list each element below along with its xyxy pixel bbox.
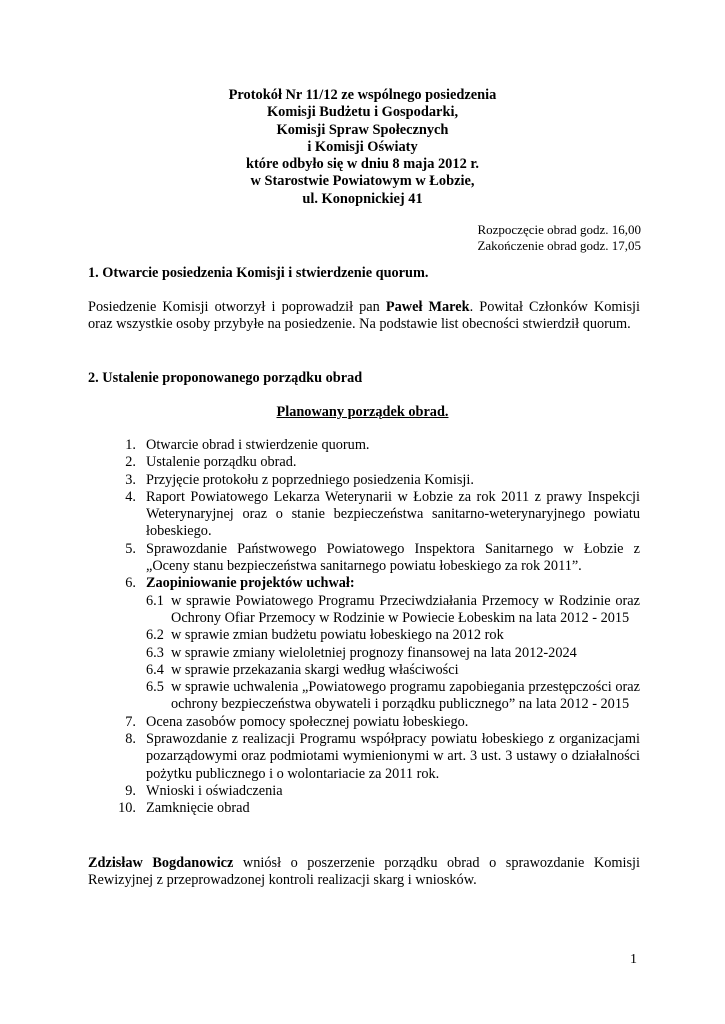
section-1-heading: 1. Otwarcie posiedzenia Komisji i stwierdzenie quorum. [88, 265, 429, 281]
meeting-times [477, 222, 641, 254]
sub-item-number: 6.1 [146, 592, 164, 609]
person-name: Paweł Marek [385, 299, 470, 315]
agenda-list [88, 437, 640, 818]
list-item [88, 454, 640, 471]
list-item [88, 731, 640, 783]
section-1-paragraph [88, 299, 640, 334]
item-number: 5. [125, 540, 136, 557]
list-item [88, 714, 640, 731]
sub-item-text: w sprawie zmian budżetu powiatu łobeskiego na 2012 rok [171, 627, 504, 644]
item-text: Raport Powiatowego Lekarza Weterynarii w Łobzie za rok 2011 z prawy Inspekcji Weterynaryjnej oraz o stanie bezpieczeństwa sanitarno-weterynaryjnego powiatu łobeskiego. [146, 488, 640, 540]
sub-list-item [146, 627, 640, 644]
document-title [0, 87, 725, 208]
list-item [88, 575, 640, 592]
item-number: 6. [125, 575, 136, 592]
title-line: i Komisji Oświaty [307, 138, 418, 155]
page-number: 1 [630, 952, 637, 967]
title-line: które odbyło się w dniu 8 maja 2012 r. [245, 156, 480, 173]
item-text: Zamknięcie obrad [146, 800, 250, 817]
sub-item-text: w sprawie Powiatowego Programu Przeciwdziałania Przemocy w Rodzinie oraz Ochrony Ofiar Przemocy w Rodzinie w Powiecie Łobeskim na lata 2012 - 2015 [171, 592, 640, 626]
section-2-heading: 2. Ustalenie proponowanego porządku obrad [88, 370, 363, 386]
title-line: Komisji Spraw Społecznych [276, 121, 449, 138]
sub-item-number: 6.3 [146, 644, 164, 661]
title-line: w Starostwie Powiatowym w Łobzie, [250, 173, 475, 190]
item-number: 2. [125, 454, 136, 471]
item-number: 1. [125, 437, 136, 453]
sub-item-number: 6.5 [146, 679, 164, 696]
item-number: 8. [125, 731, 136, 748]
end-time: Zakończenie obrad godz. 17,05 [477, 238, 641, 253]
paragraph-text: Posiedzenie Komisji otworzył i poprowadził pan [88, 299, 386, 315]
sub-item-text: w sprawie uchwalenia „Powiatowego programu zapobiegania przestępczości oraz ochrony bezpieczeństwa obywateli i porządku publicznego” na lata 2012 - 2015 [171, 679, 640, 713]
list-item [88, 472, 640, 489]
item-number: 10. [118, 800, 136, 817]
item-text: Wnioski i oświadczenia [146, 782, 283, 799]
agenda-title: Planowany porządek obrad. [276, 404, 449, 420]
sub-list-item [146, 593, 640, 628]
sub-item-text: w sprawie zmiany wieloletniej prognozy finansowej na lata 2012-2024 [171, 644, 577, 661]
list-item [88, 437, 640, 454]
item-number: 4. [125, 488, 136, 505]
list-item [88, 783, 640, 800]
item-text: Ocena zasobów pomocy społecznej powiatu łobeskiego. [146, 713, 469, 730]
item-text: Zaopiniowanie projektów uchwał: [146, 575, 355, 592]
sub-item-number: 6.2 [146, 627, 164, 644]
person-name: Zdzisław Bogdanowicz [88, 855, 234, 871]
item-text: Otwarcie obrad i stwierdzenie quorum. [146, 437, 370, 453]
sub-list-item [146, 645, 640, 662]
item-text: Sprawozdanie Państwowego Powiatowego Inspektora Sanitarnego w Łobzie z „Oceny stanu bezpieczeństwa sanitarnego powiatu łobeskiego za rok 2011”. [146, 540, 640, 575]
item-text: Sprawozdanie z realizacji Programu współpracy powiatu łobeskiego z organizacjami pozarządowymi oraz podmiotami wymienionymi w art. 3 ust. 3 ustawy o działalności pożytku publicznego i o wolontariacie za 2011 rok. [146, 731, 640, 782]
paragraph-text: wniósł o poszerzenie porządku obrad o sprawozdanie Komisji Rewizyjnej z przeprowadzonej kontroli realizacji skarg i wniosków. [88, 855, 640, 889]
title-line: ul. Konopnickiej 41 [302, 190, 423, 207]
item-number: 7. [125, 713, 136, 730]
list-item [88, 541, 640, 576]
sub-item-text: w sprawie przekazania skargi według właściwości [171, 661, 459, 678]
item-number: 9. [125, 782, 136, 799]
item-text: Przyjęcie protokołu z poprzedniego posiedzenia Komisji. [146, 471, 474, 488]
paragraph-text: . Powitał Członków Komisji oraz wszystkie osoby przybyłe na posiedzenie. Na podstawie list obecności stwierdził quorum. [88, 299, 640, 333]
item-text: Ustalenie porządku obrad. [146, 454, 297, 471]
sub-item-number: 6.4 [146, 661, 164, 678]
closing-paragraph [88, 855, 640, 890]
title-line: Komisji Budżetu i Gospodarki, [266, 104, 459, 121]
list-item [88, 489, 640, 541]
title-line: Protokół Nr 11/12 ze wspólnego posiedzenia [228, 87, 497, 103]
start-time: Rozpoczęcie obrad godz. 16,00 [477, 222, 641, 237]
sub-list-item [146, 679, 640, 714]
sub-list-item [146, 662, 640, 679]
item-number: 3. [125, 471, 136, 488]
list-item [88, 800, 640, 817]
